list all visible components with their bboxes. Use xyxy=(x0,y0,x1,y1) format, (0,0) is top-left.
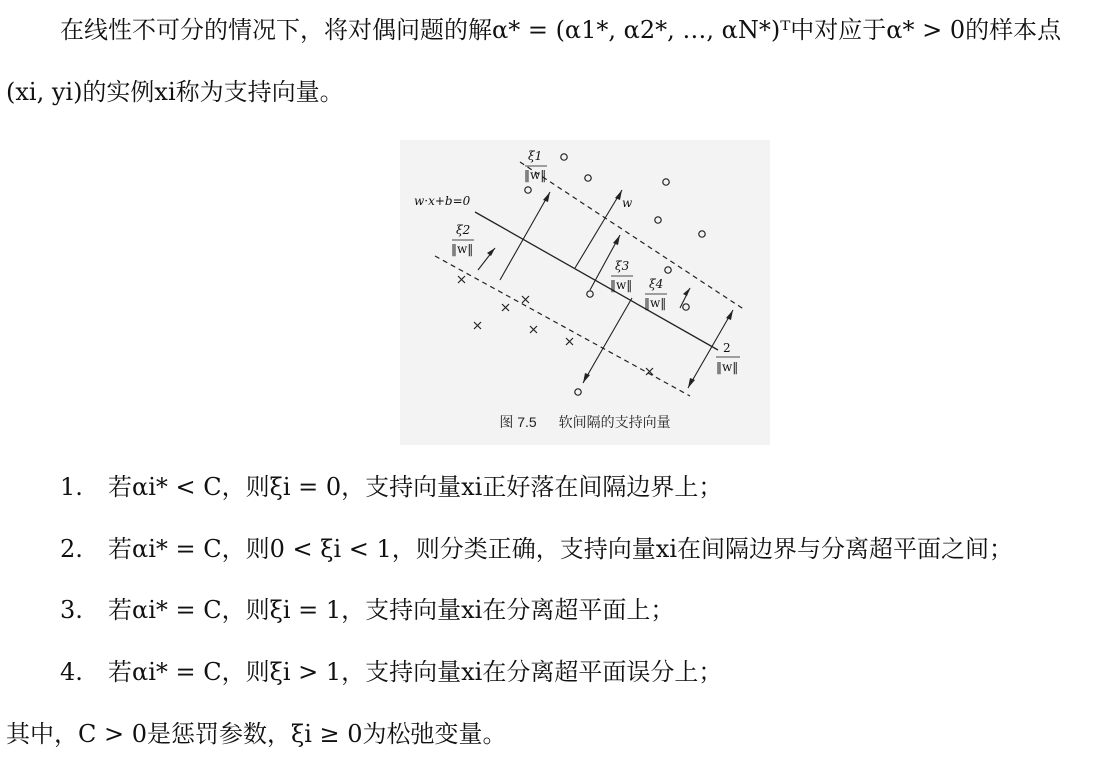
margin-den: ‖w‖ xyxy=(716,360,739,374)
figure-number: 图 7.5 xyxy=(499,414,537,430)
closing-paragraph: 其中，C > 0是惩罚参数，ξi ≥ 0为松弛变量。 xyxy=(6,720,507,748)
list-number: 1. xyxy=(60,473,83,501)
intro-line-1: 在线性不可分的情况下，将对偶问题的解α* = (α1*, α2*, …, αN*)ᵀ中对应于α* > 0的样本点 xyxy=(60,16,1062,44)
hyperplane-label: w·x+b=0 xyxy=(414,194,471,208)
xi2-norm: ‖w‖ xyxy=(451,242,474,256)
upper-margin-line xyxy=(520,162,745,310)
margin-num: 2 xyxy=(723,341,731,355)
intro-line-2: (xi, yi)的实例xi称为支持向量。 xyxy=(6,78,344,106)
list-text: 若αi* = C，则0 < ξi < 1，则分类正确，支持向量xi在间隔边界与分离超平面之间； xyxy=(108,535,1013,563)
positive-points xyxy=(525,154,705,395)
list-text: 若αi* = C，则ξi = 1，支持向量xi在分离超平面上； xyxy=(108,596,675,624)
figure-caption-text: 软间隔的支持向量 xyxy=(558,414,671,430)
xi3-label: ξ3 xyxy=(615,259,630,273)
normal-w-arrow xyxy=(575,190,622,268)
xi4-label: ξ4 xyxy=(649,277,664,291)
xi1-label: ξ1 xyxy=(528,149,543,163)
figure-soft-margin xyxy=(400,140,770,445)
xi2-label: ξ2 xyxy=(456,223,471,237)
list-item xyxy=(60,598,674,622)
list-text: 若αi* = C，则ξi > 1，支持向量xi在分离超平面误分上； xyxy=(108,658,723,686)
figure-caption xyxy=(400,412,770,432)
xi1-norm: ‖w‖ xyxy=(524,168,547,182)
xi3-norm: ‖w‖ xyxy=(610,278,633,292)
list-text: 若αi* < C，则ξi = 0，支持向量xi正好落在间隔边界上； xyxy=(108,473,723,501)
list-number: 2. xyxy=(60,535,83,563)
list-item xyxy=(60,475,722,499)
xi1-arrow xyxy=(500,192,550,280)
list-item xyxy=(60,660,722,684)
figure-diagram xyxy=(400,140,770,410)
list-item xyxy=(60,537,1013,561)
long-arrow xyxy=(583,298,632,383)
normal-w-label: w xyxy=(622,196,633,210)
xi4-norm: ‖w‖ xyxy=(644,296,667,310)
list-number: 3. xyxy=(60,596,83,624)
list-number: 4. xyxy=(60,658,83,686)
